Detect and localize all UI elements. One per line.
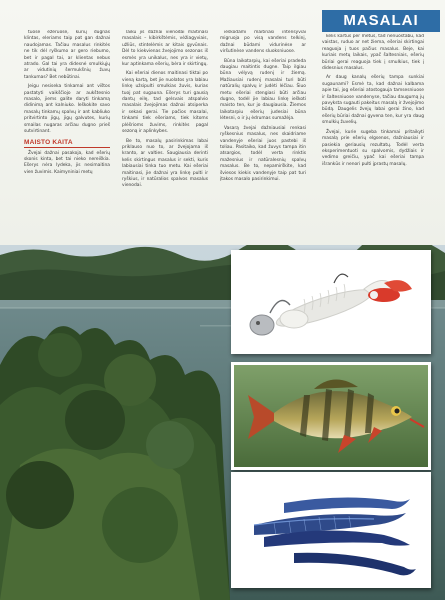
photo-perch-underwater [231,362,431,470]
article-text-area [0,0,445,245]
paragraph: Kai ešeriai dienos maitinasi tiktai po vieną kartą, bet jie nuolatos yra labiau linkę užsipulti smulkias žuvis, kurias tuoj pat sugauna. Ešerys turi gausią dantų eilę, tad gelsvais atspalvio masalais žvejojimas dažnai atsiperka ir sekasi gerai. Tie pačios masalai, tinkami tiek ešeriams, tiek kitoms plėšrioms žuvims, rinkitės pagal sezoną ir aplinkybes. [122,71,208,135]
text-column-3 [220,30,306,240]
paragraph: laiku jis dažnai vienodai maitinasi masalais – kibirkštėmis, vėžiagyviais, užliūs, stintelėmis ar kitais gyvūnais. Dėl to kiekvienas žvejojimo sezonas iš esmės yra unikalus, nes yra ir vietų, kur aptinkama ešerių, bėra ir skirtingų. [122,30,208,68]
paragraph: Jeigu nesiseka tinkamai ant vištos pastatyti vaikščiojo ar aukštesnio masalo, jiems galite daryti tinkamą didinimą ant kalniuko. Ieškokite savo masalų tinkamų spalvų ir ant kabliuko pritvirtinto jigų, jigų galvutes, kurių smailas nugaras arčiau dugno prieš sutvirtinant. [24,84,110,135]
section-tag: MASALAI [322,10,440,32]
paragraph: Būna laikotarpių, kai ešeriai pradeda daugiau maitintis dugne. Taip ilgiau būna vėlyvą rudenį ir žiemą. Mažiausiai rudenį masalai turi būti natūralių spalvų ir judėti lėčiau. Šiuo metu ešeriai stengiasi būti arčiau dugno, todėl jie labiau linkę ieškoti maisto ten, kur jo daugiausia. Žiemos laikotarpiu ešerių judesiai būna lėtesni, o ir jų ėdrumas sumažėja. [220,58,306,122]
paragraph: Be to, masalų pasirinkimas labai priklauso nuo to, ar žvejojama iš kranto, ar valties. Saugiausia derinti kelis skirtingus masalus ir sekti, kuris labiausiai tinka tuo metu. Kai ešeriai maitinasi, jie dažnai yra linkę pulti ir ryškius, ir natūralios spalvos masalus vienodai. [122,138,208,189]
text-column-4 [322,34,424,244]
paragraph: Žvejai, kurie sugeba tinkamai pritaikyti masalą prie ešerių elgsenos, dažniausiai ir pasiekia geriausių rezultatų. Todėl verta eksperimentuoti su spalvomis, dydžiais ir vedimo greičiu, ypač kai ešeriai tampa išrankūs ir nenori pulti įprastų masalų. [322,129,424,167]
paragraph: kelis kartus per metus, tad nenuostabu, kad vaistas, ruduo ar net žiema, ešeriai skirtingai reaguoja į tuos pačius masalus. Beje, kai kuriais metų laikais, ypač šaltesniais, ešerių būriai gerai reaguoja tiek į smulkius, tiek į didesnius masalus. [322,34,424,72]
photo-soft-lures-blue [231,472,431,588]
paragraph: Žvejai dažnai pasakoja, kad ešerių skonis kinta, bet tai nieko nereiškia. Ešerys nėra lydeka, jis nesimaitina vien žuvimis. Kaimyniniai metų [24,150,110,175]
text-column-1 [24,30,110,240]
photo-soft-lure-white [231,250,431,354]
paragraph: tuose ežeruose, kurių dugnas klintas, eleriams taip pat gan dažnai naudojamas. Tačiau masalus rinkitės ne tik dėl ryškumo ar gero riebumo, bet ir pagal tai, ar klientas nebus atrado. Gal tai yra didesnė smulkiųjų ar vidutinių šermukšnių žuvų tankumas? Bet nebūtinai. [24,30,110,80]
subheading: MAISTO KAITA [24,139,110,148]
paragraph: Vasarą žvejai dažniausiai renkasi ryškesnius masalus, nes skaidriame vandenyje ešeriai juos pastebi iš toliau. Pasitaiko, kad žuvys tampa itin atsargios, todėl verta rinktis mažesnius ir natūralesnių spalvų masalus. Be to, nepamirškite, kad šviesos kiekis vandenyje taip pat turi įtakos masalo pasirinkimui. [220,125,306,182]
paragraph: ieškodami maitinasi intensyviai migruoja po visą vandens telkinį, dažnai būdami vidurinėse ar viršutinėse vandens sluoksniuose. [220,30,306,55]
text-column-2 [122,30,208,240]
paragraph: Ar daug kanalų ešerių tampa sunkiai sugaunami? Esmė ta, kad dažnai kalbama apie tai, jog ešeriai atostogauja tamsesniuose ir šaltesniuose vandenyse, tačiau daugumą jų pavyksta sugauti pakeitus masalą ir žvejojimo būdą. Daugelis žvejų labai gerai žino, kad ešerių būriai dažnai gyvena ten, kur yra daug smulkių žuvelių. [322,75,424,126]
